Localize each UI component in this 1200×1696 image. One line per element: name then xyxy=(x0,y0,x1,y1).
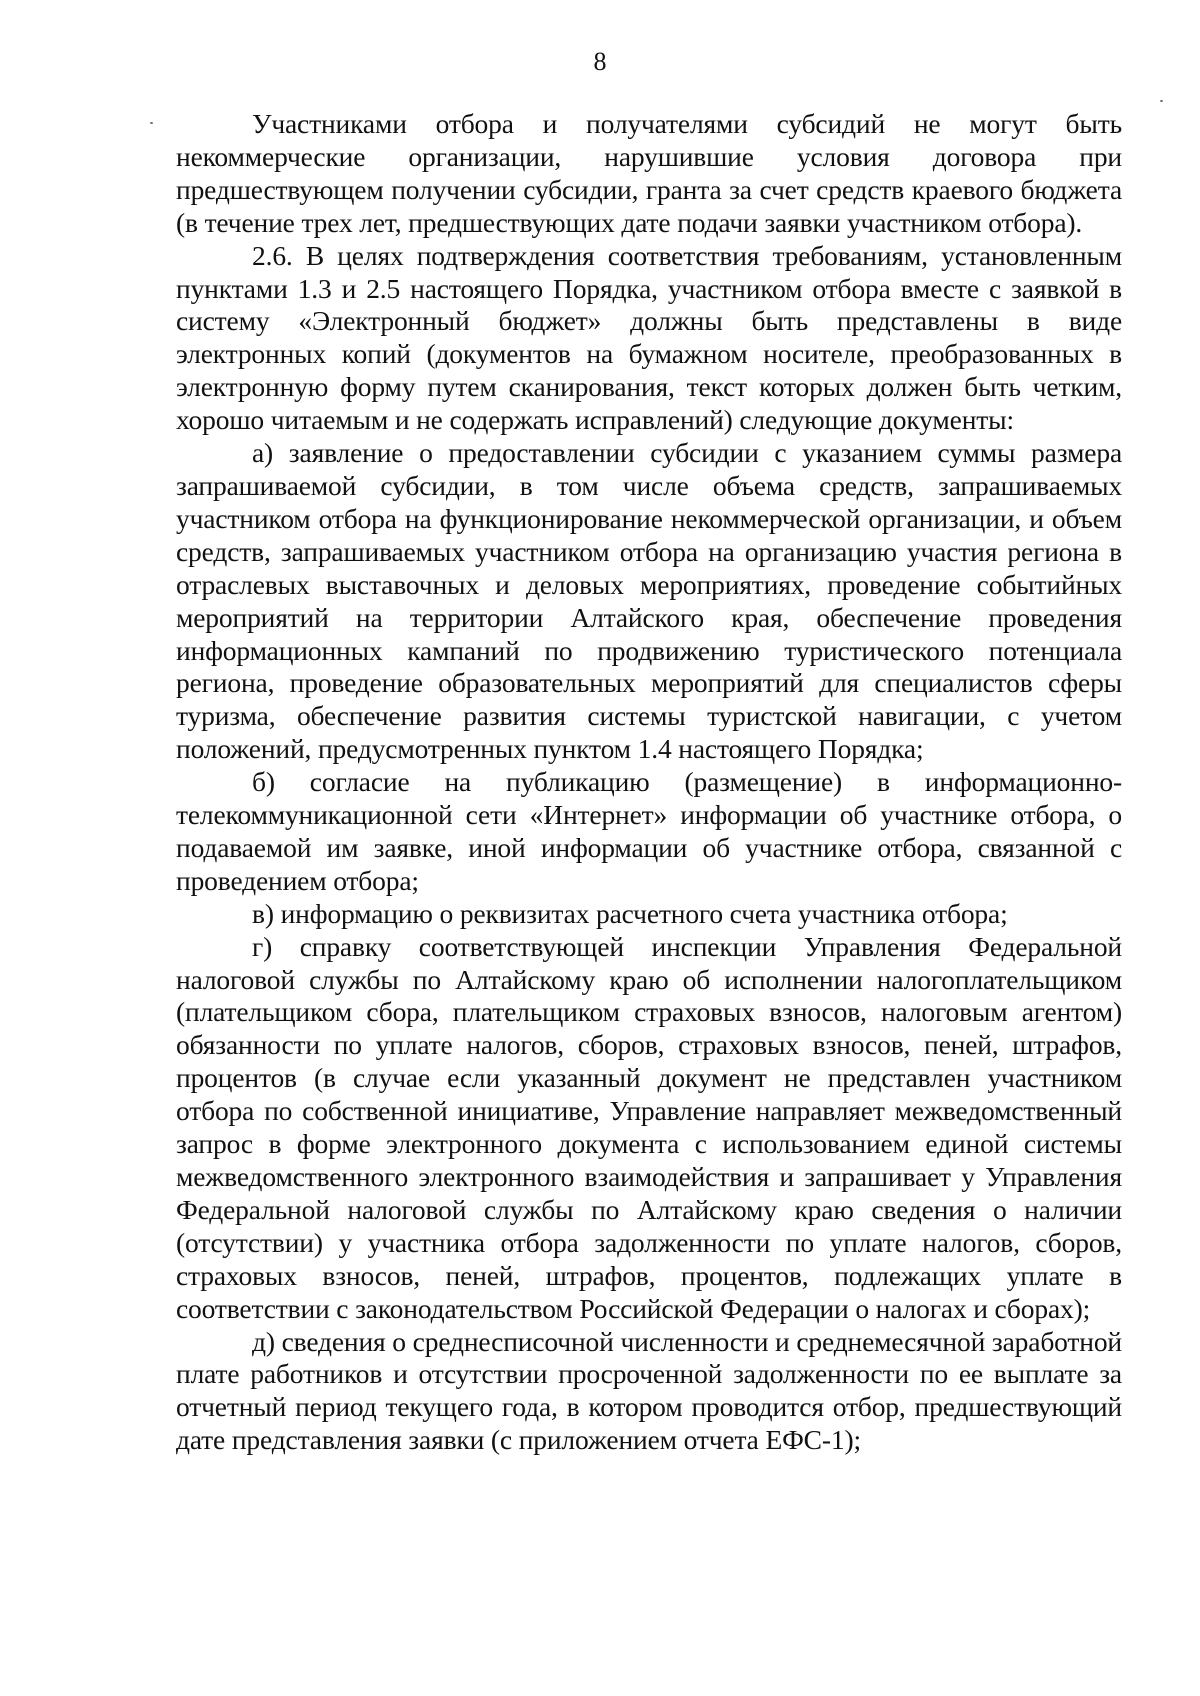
list-item-b-publication-consent: б) согласие на публикацию (размещение) в информационно-телекоммуникационной сети «Интернет» информации об участнике отбора, о подаваемой им заявке, иной информации об участнике отбора, связанной с проведением отбора; xyxy=(176,766,1122,896)
paragraph-ineligible-participants: Участниками отбора и получателями субсидий не могут быть некоммерческие организации, нарушившие условия договора при предшествующем получении субсидии, гранта за счет средств краевого бюджета (в течение трех лет, предшествующих дате подачи заявки участником отбора). xyxy=(176,108,1122,238)
list-item-d-employee-info: д) сведения о среднесписочной численности и среднемесячной заработной плате работников и отсутствии просроченной задолженности по ее выплате за отчетный период текущего года, в котором проводится отбор, предшествующий дате представления заявки (с приложением отчета ЕФС-1); xyxy=(176,1325,1122,1456)
list-item-v-bank-details: в) информацию о реквизитах расчетного счета участника отбора; xyxy=(252,897,1008,929)
paragraph-2-6-required-documents: 2.6. В целях подтверждения соответствия требованиям, установленным пунктами 1.3 и 2.5 настоящего Порядка, участником отбора вместе с заявкой в систему «Электронный бюджет» должны быть представлены в виде электронных копий (документов на бумажном носителе, преобразованных в электронную форму путем сканирования, текст которых должен быть четким, хорошо читаемым и не содержать исправлений) следующие документы: xyxy=(176,239,1122,436)
scan-speck xyxy=(150,122,153,124)
document-body xyxy=(176,108,1122,1457)
page-number: 8 xyxy=(593,47,607,76)
list-item-a-application: а) заявление о предоставлении субсидии с указанием суммы размера запрашиваемой субсидии, в том числе объема средств, запрашиваемых участником отбора на функционирование некоммерческой организации, и объем средств, запрашиваемых участником отбора на организацию участия региона в отраслевых выставочных и деловых мероприятиях, проведение событийных мероприятий на территории Алтайского края, обеспечение проведения информационных кампаний по продвижению туристического потенциала региона, проведение образовательных мероприятий для специалистов сферы туризма, обеспечение развития системы туристской навигации, с учетом положений, предусмотренных пунктом 1.4 настоящего Порядка; xyxy=(176,437,1122,765)
scan-speck xyxy=(1160,100,1163,102)
list-item-g-tax-certificate: г) справку соответствующей инспекции Управления Федеральной налоговой службы по Алтайскому краю об исполнении налогоплательщиком (плательщиком сбора, плательщиком страховых взносов, налоговым агентом) обязанности по уплате налогов, сборов, страховых взносов, пеней, штрафов, процентов (в случае если указанный документ не представлен участником отбора по собственной инициативе, Управление направляет межведомственный запрос в форме электронного документа с использованием единой системы межведомственного электронного взаимодействия и запрашивает у Управления Федеральной налоговой службы по Алтайскому краю сведения о наличии (отсутствии) у участника отбора задолженности по уплате налогов, сборов, страховых взносов, пеней, штрафов, процентов, подлежащих уплате в соответствии с законодательством Российской Федерации о налогах и сборах); xyxy=(176,930,1122,1324)
